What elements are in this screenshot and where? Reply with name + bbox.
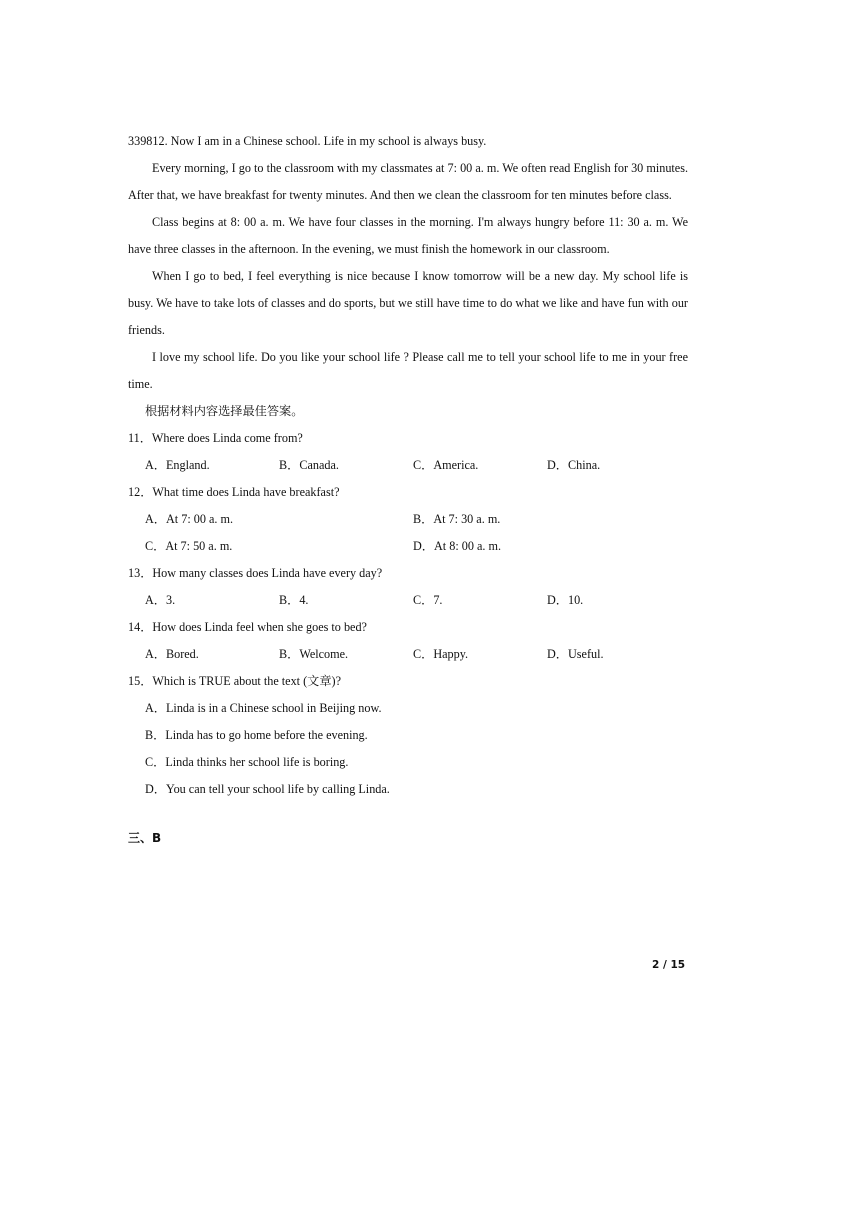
option-b: B．4. xyxy=(279,593,309,607)
question-stem: 13．How many classes does Linda have every day? xyxy=(128,566,383,580)
option-c: C．At 7: 50 a. m. xyxy=(145,539,233,553)
option-a: A．Bored. xyxy=(145,647,199,661)
section-heading: 三、B xyxy=(128,831,162,845)
question-15 xyxy=(128,668,688,803)
question-13 xyxy=(128,560,688,614)
question-12 xyxy=(128,479,688,560)
passage-paragraph-5: I love my school life. Do you like your school life ? Please call me to tell your school life to me in your free time. xyxy=(128,350,688,391)
question-stem: 14．How does Linda feel when she goes to bed? xyxy=(128,620,367,634)
option-a: A．Linda is in a Chinese school in Beijing now. xyxy=(145,701,382,715)
options-row xyxy=(128,587,688,614)
options-row xyxy=(128,452,688,479)
option-d: D．Useful. xyxy=(547,647,604,661)
option-d: D．At 8: 00 a. m. xyxy=(413,539,502,553)
passage-paragraph-4: When I go to bed, I feel everything is nice because I know tomorrow will be a new day. My school life is busy. We have to take lots of classes and do sports, but we still have time to do what we like and have fun with our friends. xyxy=(128,269,688,337)
option-c: C．Happy. xyxy=(413,647,469,661)
question-stem: 12．What time does Linda have breakfast? xyxy=(128,485,340,499)
option-b: B．Welcome. xyxy=(279,647,349,661)
instruction-text: 根据材料内容选择最佳答案。 xyxy=(145,404,304,418)
option-b: B．Canada. xyxy=(279,458,339,472)
option-a: A．England. xyxy=(145,458,210,472)
option-c: C．Linda thinks her school life is boring. xyxy=(145,755,349,769)
reading-passage xyxy=(128,128,688,803)
options-row xyxy=(128,533,688,560)
passage-paragraph-2: Every morning, I go to the classroom with my classmates at 7: 00 a. m. We often read English for 30 minutes. After that, we have breakfast for twenty minutes. And then we clean the classroom for ten minutes before class. xyxy=(128,161,688,202)
question-11 xyxy=(128,425,688,479)
option-b: B．Linda has to go home before the evening. xyxy=(145,728,368,742)
option-d: D．China. xyxy=(547,458,601,472)
passage-paragraph-3: Class begins at 8: 00 a. m. We have four classes in the morning. I'm always hungry before 11: 30 a. m. We have three classes in the afternoon. In the evening, we must finish the homework in our classroom. xyxy=(128,215,688,256)
options-row xyxy=(128,506,688,533)
question-stem: 11．Where does Linda come from? xyxy=(128,431,303,445)
page-number: 2 / 15 xyxy=(652,959,686,971)
passage-paragraph-1: 339812. Now I am in a Chinese school. Life in my school is always busy. xyxy=(128,134,487,148)
option-c: C．America. xyxy=(413,458,479,472)
option-a: A．At 7: 00 a. m. xyxy=(145,512,234,526)
option-d: D．10. xyxy=(547,593,584,607)
option-a: A．3. xyxy=(145,593,176,607)
option-b: B．At 7: 30 a. m. xyxy=(413,512,501,526)
options-row xyxy=(128,641,688,668)
option-c: C．7. xyxy=(413,593,443,607)
option-d: D．You can tell your school life by calling Linda. xyxy=(145,782,390,796)
question-14 xyxy=(128,614,688,668)
question-stem: 15．Which is TRUE about the text (文章)? xyxy=(128,674,342,688)
